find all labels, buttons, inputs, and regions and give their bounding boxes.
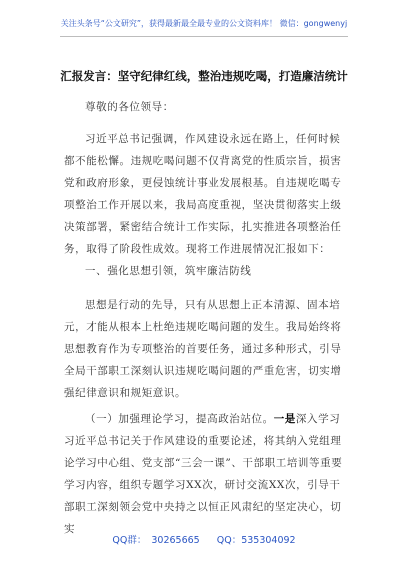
salutation: 尊敬的各位领导： — [85, 101, 174, 113]
paragraph-theory-study — [64, 408, 350, 540]
footer-contact — [0, 532, 408, 546]
section-heading-1: 一、强化思想引领，筑牢廉洁防线 — [85, 265, 252, 277]
paragraph-theory-study-text: 深入学习习近平总书记关于作风建设的重要论述，将其纳入党组理论学习中心组、党支部“三会一课”、干部职工培训等重要学习内容，组织专题学习XX次，研讨交流XX次，引导干部职工深刻领会党中央持之以恒正风肃纪的坚定决心，切实 — [64, 413, 343, 535]
header-divider — [60, 36, 348, 37]
paragraph-intro: 习近平总书记强调，作风建设永远在路上，任何时候都不能松懈。违规吃喝问题不仅背离党的性质宗旨，损害党和政府形象，更侵蚀统计事业发展根基。自违规吃喝专项整治工作开展以来，我局高度重视，坚决贯彻落实上级决策部署，紧密结合统计工作实际，扎实推进各项整治任务，取得了阶段性成效。现将工作进展情况汇报如下： — [64, 133, 342, 255]
bold-lead-first: 一是 — [273, 413, 296, 425]
paragraph-thought-guidance: 思想是行动的先导，只有从思想上正本清源、固本培元，才能从根本上杜绝违规吃喝问题的发生。我局始终将思想教育作为专项整治的首要任务，通过多种形式，引导全局干部职工深刻认识违规吃喝问题的严重危害，切实增强纪律意识和规矩意识。 — [64, 299, 342, 399]
qq-group-number: QQ群： 30265665 — [112, 535, 200, 546]
document-title: 汇报发言：坚守纪律红线，整治违规吃喝，打造廉洁统计 — [60, 69, 348, 83]
subheading-theory-study: （一）加强理论学习，提高政治站位。 — [85, 413, 274, 425]
header-banner: 关注头条号“公文研究”，获得最新最全最专业的公文资料库！ 微信：gongwenyj — [60, 19, 348, 28]
qq-number: QQ：535304092 — [216, 535, 296, 546]
